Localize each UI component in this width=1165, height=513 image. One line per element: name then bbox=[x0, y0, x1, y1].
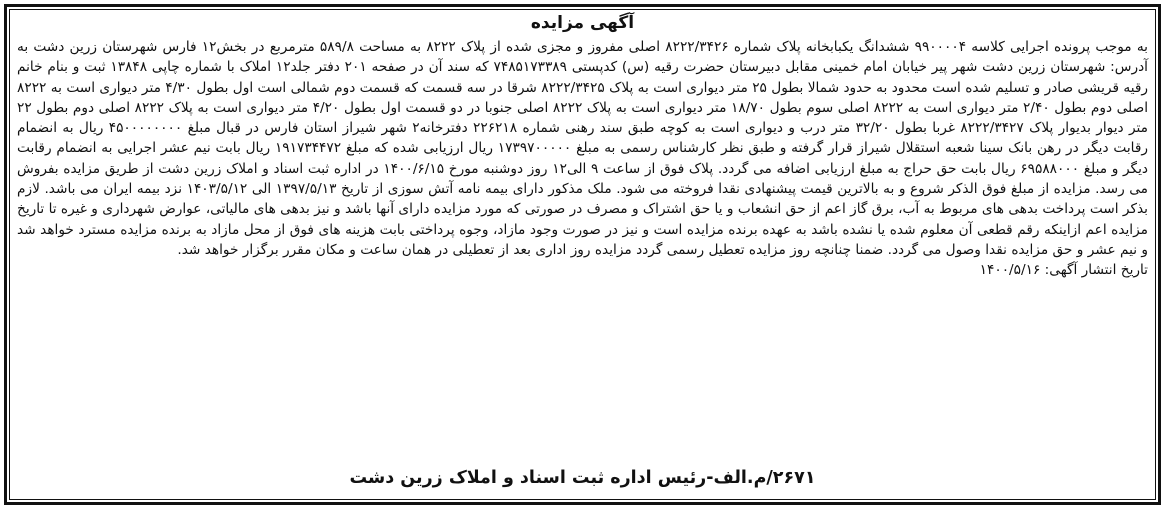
notice-signature: ۲۶۷۱/م.الف-رئیس اداره ثبت اسناد و املاک زرین دشت bbox=[349, 468, 816, 488]
notice-body bbox=[7, 37, 1158, 281]
notice-paragraph: به موجب پرونده اجرایی کلاسه ۹۹۰۰۰۰۴ ششدانگ یکبابخانه پلاک شماره ۸۲۲۲/۳۴۲۶ اصلی مفروز و مجزی شده از پلاک ۸۲۲۲ به مساحت ۵۸۹/۸ مترمربع در بخش۱۲ فارس شهرستان زرین دشت به آدرس: شهرستان زرین دشت شهر پیر خیابان امام خمینی مقابل دبیرستان حضرت رقیه (س) کدپستی ۷۴۸۵۱۷۳۳۸۹ که سند آن در صفحه ۲۰۱ دفتر جلد۱۲ املاک با شماره چاپی ۱۳۸۴۸ ثبت و بنام خانم رقیه قریشی صادر و تسلیم شده است محدود به حدود شمالا بطول ۲۵ متر دیواری است به پلاک ۸۲۲۲/۳۴۲۵ شرقا در سه قسمت که قسمت دوم شمالی است اول بطول ۴/۳۰ متر دیواری است به ۸۲۲۲ اصلی دوم بطول ۲/۴۰ متر دیواری است به ۸۲۲۲ اصلی سوم بطول ۱۸/۷۰ متر دیواری است به پلاک ۸۲۲۲ اصلی جنوبا در دو قسمت اول بطول ۴/۲۰ متر دیواری است به پلاک ۸۲۲۲ اصلی دوم بطول ۲۲ متر دیوار بدیوار پلاک ۸۲۲۲/۳۴۲۷ غربا بطول ۳۲/۲۰ متر درب و دیواری است به کوچه طبق سند رهنی شماره ۲۲۶۲۱۸ دفترخانه۲ شهر شیراز استان فارس در قبال مبلغ ۴۵۰۰۰۰۰۰۰۰ ریال به انضمام رقابت دیگر در رهن بانک سینا شعبه استقلال شیراز قرار گرفته و طبق نظر کارشناس رسمی به مبلغ ۱۷۳۹۷۰۰۰۰۰ ریال ارزیابی شده که مبلغ ۱۹۱۷۳۴۴۷۲ ریال بابت نیم عشر اجرایی به انضمام رقابت دیگر و مبلغ ۶۹۵۸۸۰۰۰ ریال بابت حق حراج به مبلغ ارزیابی اضافه می گردد. پلاک فوق از ساعت ۹ الی۱۲ روز دوشنبه مورخ ۱۴۰۰/۶/۱۵ در اداره ثبت اسناد و املاک زرین دشت از طریق مزایده بفروش می رسد. مزایده از مبلغ فوق الذکر شروع و به بالاترین قیمت پیشنهادی نقدا فروخته می شود. ملک مذکور دارای بیمه نامه آتش سوزی از تاریخ ۱۳۹۷/۵/۱۳ الی ۱۴۰۳/۵/۱۲ نزد بیمه ایران می باشد. لازم بذکر است پرداخت بدهی های مربوط به آب، برق گاز اعم از حق انشعاب و یا حق اشتراک و مصرف در صورتی که مورد مزایده دارای آنها باشد و نیز بدهی های مالیاتی، عوارض شهرداری و غیره تا تاریخ مزایده اعم ازاینکه رقم قطعی آن معلوم شده یا نشده باشد به عهده برنده مزایده است و نیز در صورت وجود مازاد، وجوه پرداختی بابت هزینه های فوق از محل مازاد به برنده مزایده مسترد خواهد شد و نیم عشر و حق مزایده نقدا وصول می گردد. ضمنا چنانچه روز مزایده تعطیل رسمی گردد مزایده روز اداری بعد از تعطیلی در همان ساعت و مکان مقرر برگزار خواهد شد. bbox=[17, 39, 1149, 258]
auction-notice bbox=[4, 4, 1161, 505]
publish-date: تاریخ انتشار آگهی: ۱۴۰۰/۵/۱۶ bbox=[979, 262, 1148, 279]
notice-title: آگهی مزایده bbox=[530, 13, 635, 33]
